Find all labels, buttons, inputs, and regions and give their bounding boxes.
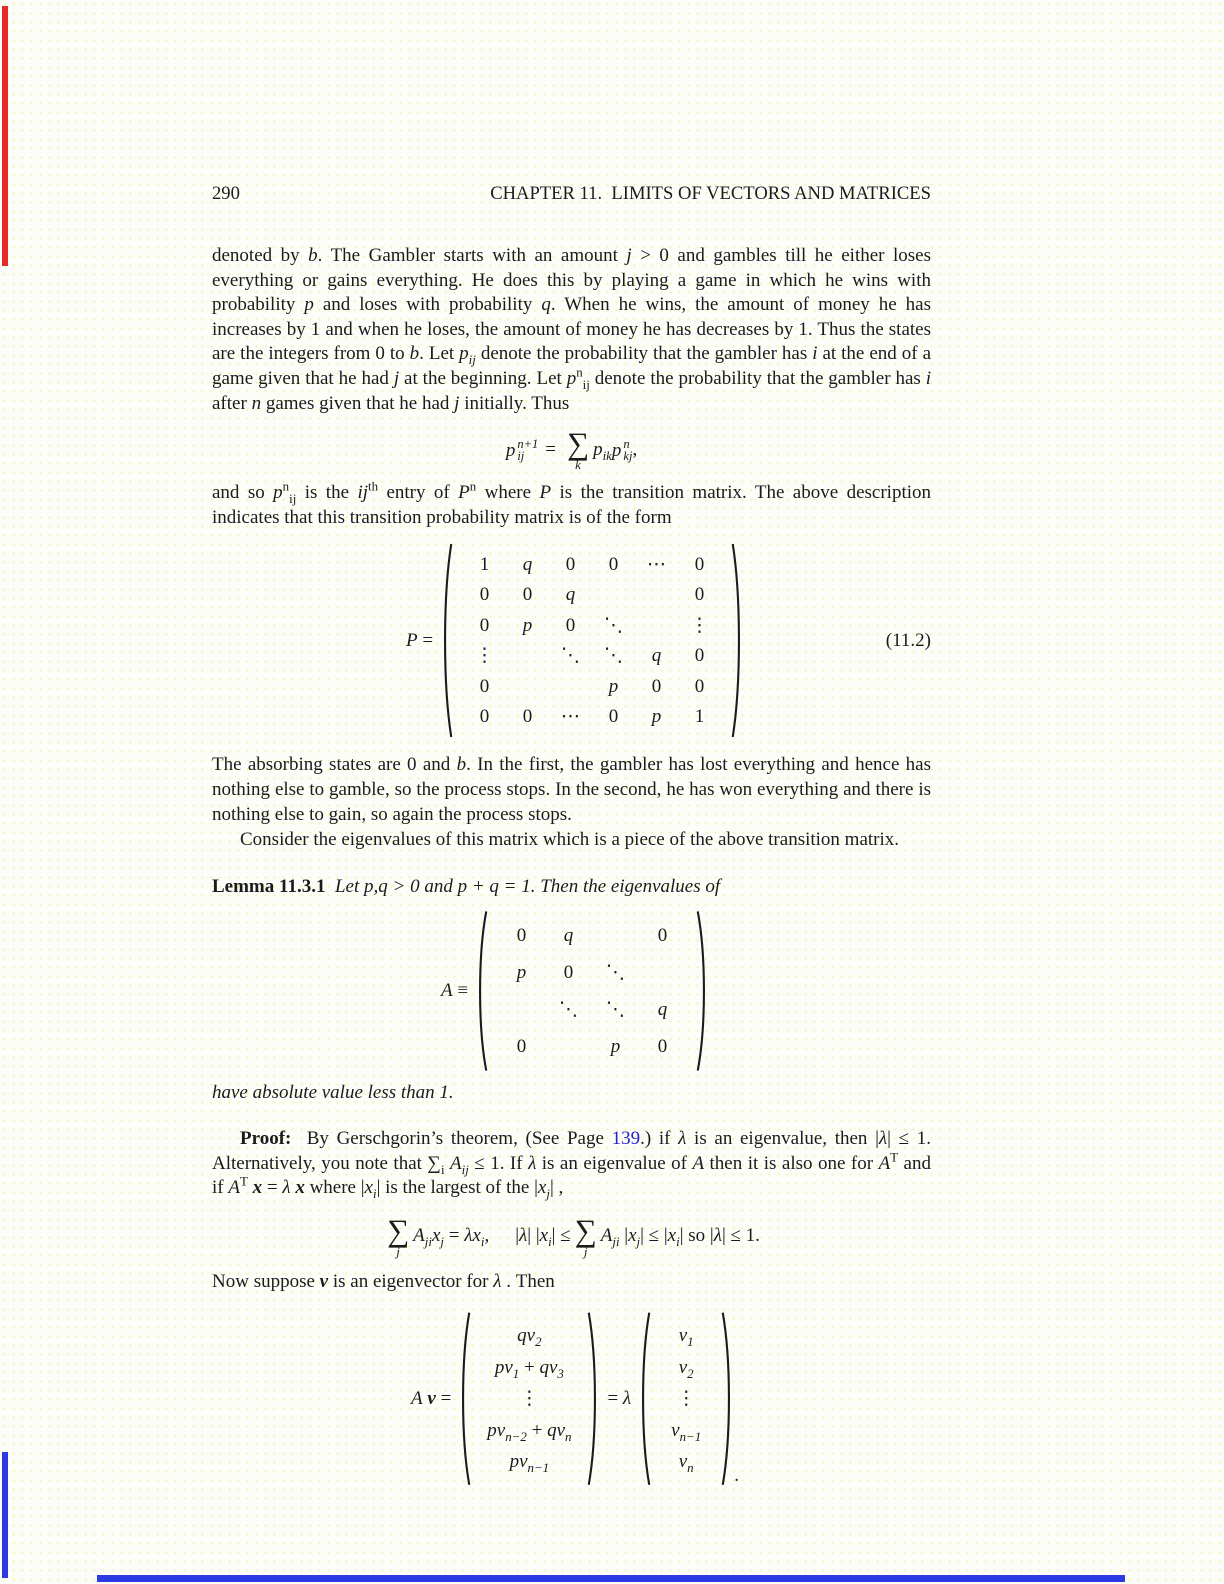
matrix-cell: ⋮ <box>690 614 710 636</box>
left-paren-icon <box>458 1310 473 1488</box>
matrix-cell: p <box>516 961 527 983</box>
right-paren-icon <box>719 1310 734 1488</box>
vector-entry: $pv_1 + qv_3$ <box>494 1356 564 1381</box>
vector-entry: $qv_2$ <box>517 1325 542 1349</box>
left-edge-red-mark <box>2 6 8 266</box>
matrix-cell: ⋱ <box>606 961 626 983</box>
matrix-cell: 0 <box>694 553 705 575</box>
equation-tag: (11.2) <box>885 629 931 651</box>
matrix-cell: 0 <box>565 614 576 636</box>
matrix-cell: ⋱ <box>604 645 624 667</box>
matrix-cell: q <box>651 645 662 667</box>
matrix-cell: 0 <box>565 553 576 575</box>
proof-body: By Gerschgorin’s theorem, (See Page 139.) if λ is an eigenvalue, then |λ| ≤ 1. Alternatively, you note that $\sum_i$ $A_{ij} \le 1$. If λ is an eigenvalue of A then it is also one for $A^T$ and if $A^T$ x = λ x where $|x_i|$ is the largest of the $|x_j|$ , <box>212 1127 931 1201</box>
vector-entry: $v_1$ <box>678 1325 694 1349</box>
equation-Av: A v = $qv_2$ $pv_1 + qv_3$ ⋮ $pv_{n-2} + qv_n$ $pv_{n-1}$ = λ $v_1$ $v_2$ ⋮ $v_{n-1}$ $v_n$ . <box>212 1310 931 1488</box>
bottom-edge-blue-mark <box>97 1575 1125 1582</box>
vector-v <box>638 1310 734 1488</box>
lemma-label: Lemma 11.3.1 <box>212 875 326 897</box>
matrix-cell: ⋱ <box>561 645 581 667</box>
matrix-cell: ⋮ <box>475 645 495 667</box>
matrix-cell: 0 <box>516 1035 527 1057</box>
matrix-cell: ⋱ <box>604 614 624 636</box>
matrix-cell: 0 <box>479 706 490 728</box>
matrix-cell: 0 <box>694 584 705 606</box>
matrix-cell: 0 <box>657 924 668 946</box>
vector-entry: ⋮ <box>519 1388 539 1410</box>
lemma-tail: have absolute value less than 1. <box>212 1082 454 1104</box>
vector-entry: ⋮ <box>676 1388 696 1410</box>
matrix-cell: q <box>563 924 574 946</box>
matrix-cell: 0 <box>651 675 662 697</box>
matrix-cell: 1 <box>694 706 705 728</box>
page-number: 290 <box>212 183 240 204</box>
left-paren-icon <box>440 541 455 740</box>
vector-entry: $pv_{n-2} + qv_n$ <box>487 1419 572 1444</box>
page-content <box>212 183 931 1488</box>
vector-Av <box>458 1310 600 1488</box>
equation-A-matrix: A ≡ 0 q 0 p 0 ⋱ ⋱ ⋱ q 0 p 0 <box>212 909 931 1073</box>
proof-paragraph <box>212 1127 931 1201</box>
lemma-body: Let p,q > 0 and p + q = 1. Then the eigenvalues of <box>334 875 721 897</box>
paragraph-eigenvector: Now suppose v is an eigenvector for λ . Then <box>212 1270 555 1292</box>
left-paren-icon <box>475 909 490 1073</box>
matrix-cell: ⋱ <box>559 998 579 1020</box>
p-sup-sub: p n kj <box>611 436 633 463</box>
matrix-cell: 0 <box>479 614 490 636</box>
right-paren-icon <box>729 541 744 740</box>
paragraph-gambler: denoted by b. The Gambler starts with an amount j > 0 and gambles till he either loses everything or gains everything. He does this by playing a game in which he wins with probability p and loses with probability q. When he wins, the amount of money he has increases by 1 and when he loses, the amount of money he has decreases by 1. Thus the states are the integers from 0 to b. Let $p_{ij}$ denote the probability that the gambler has i at the end of a game given that he had j at the beginning. Let $p^n_{ij}$ denote the probability that the gambler has i after n games given that he had j initially. Thus <box>212 245 931 414</box>
matrix-cell: p <box>610 1035 621 1057</box>
right-paren-icon <box>585 1310 600 1488</box>
matrix-cell: 0 <box>563 961 574 983</box>
matrix-A <box>475 909 709 1073</box>
right-paren-icon <box>694 909 709 1073</box>
vector-entry: $v_{n-1}$ <box>671 1419 702 1444</box>
matrix-cell: 0 <box>479 675 490 697</box>
sum-operator: ∑ j <box>387 1212 410 1259</box>
equation-gerschgorin: ∑ j $A_{ji}x_j = \lambda x_i$, |λ| $|x_i|$ ≤ ∑ j $A_{ji}$ $|x_j| \le |x_i|$ so |λ| ≤ 1. <box>387 1212 760 1259</box>
matrix-cell: 0 <box>608 706 619 728</box>
paragraph-transition-matrix: and so $p^n_{ij}$ is the $ij^{th}$ entry of $P^n$ where P is the transition matrix. The above description indicates that this transition probability matrix is of the form <box>212 478 931 528</box>
matrix-cell: 0 <box>694 675 705 697</box>
matrix-cell: ⋯ <box>647 553 667 575</box>
matrix-cell: 0 <box>522 584 533 606</box>
lemma-statement <box>212 875 931 900</box>
page-ref-link[interactable]: 139 <box>611 1127 641 1149</box>
matrix-cell: 0 <box>522 706 533 728</box>
matrix-cell: ⋱ <box>606 998 626 1020</box>
equation-P-matrix: P = 1 q 0 0 ⋯ 0 0 0 q 0 0 p 0 ⋱ ⋮ ⋮ ⋱ ⋱ q 0 0 p 0 0 0 0 ⋯ 0 p 1 (11.2) <box>212 541 931 740</box>
matrix-cell: 0 <box>657 1035 668 1057</box>
matrix-cell: 0 <box>516 924 527 946</box>
vector-entry: $pv_{n-1}$ <box>509 1451 550 1475</box>
equation-chapman-kolmogorov: p n+1 ij = ∑ k $p_{ik}$ p n kj , <box>505 426 638 473</box>
matrix-cell: 0 <box>608 553 619 575</box>
sum-operator: ∑ j <box>574 1212 597 1259</box>
left-edge-blue-mark <box>2 1452 8 1578</box>
p-sup-sub: p n+1 ij <box>505 436 539 463</box>
chapter-title: CHAPTER 11. LIMITS OF VECTORS AND MATRICES <box>490 183 931 204</box>
matrix-cell: q <box>657 998 668 1020</box>
matrix-cell: 0 <box>479 584 490 606</box>
paragraph-absorbing-states: The absorbing states are 0 and b. In the first, the gambler has lost everything and hence has nothing else to gamble, so the process stops. In the second, he has won everything and there is nothing else to gain, so again the process stops. <box>212 754 932 825</box>
vector-entry: $v_n$ <box>678 1451 694 1475</box>
matrix-P <box>440 541 744 740</box>
running-head <box>212 183 931 205</box>
matrix-cell: 0 <box>694 645 705 667</box>
matrix-cell: 1 <box>479 553 490 575</box>
left-paren-icon <box>638 1310 653 1488</box>
paragraph-consider-eigenvalues: Consider the eigenvalues of this matrix which is a piece of the above transition matrix. <box>240 829 900 851</box>
matrix-cell: q <box>522 553 533 575</box>
proof-label: Proof: <box>240 1127 292 1149</box>
matrix-cell: q <box>565 584 576 606</box>
sum-operator: ∑ k <box>566 426 590 473</box>
matrix-cell: ⋯ <box>561 706 581 728</box>
matrix-cell: p <box>651 706 662 728</box>
vector-entry: $v_2$ <box>678 1356 694 1381</box>
matrix-cell: p <box>522 614 533 636</box>
matrix-cell: p <box>608 675 619 697</box>
